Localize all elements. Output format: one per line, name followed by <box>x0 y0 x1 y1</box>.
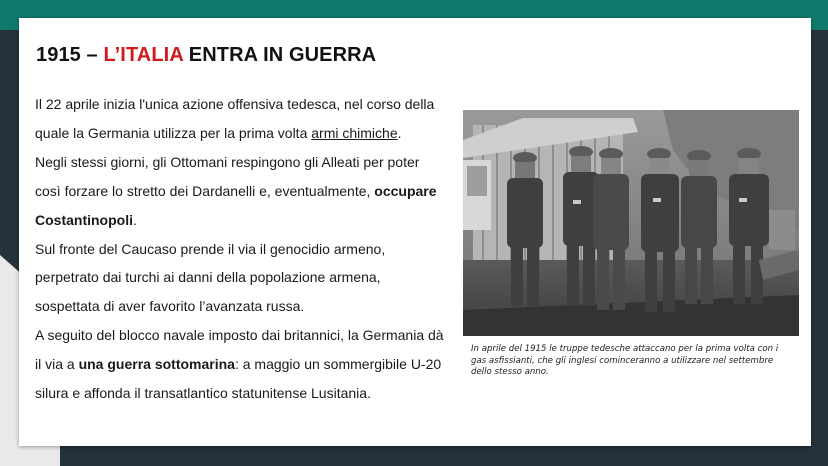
slide-body <box>35 90 445 408</box>
paragraph-text: . <box>397 124 402 141</box>
paragraph-text: A seguito del blocco navale imposto dai britannici, la Germania dà il via a <box>35 327 444 373</box>
photo-caption: In aprile del 1915 le truppe tedesche attaccano per la prima volta con i gas asfissianti, che gli inglesi cominceranno a utilizzare nel settembre dello stesso anno. <box>471 344 779 377</box>
paragraph-armenian-genocide <box>35 235 445 322</box>
paragraph-text: : a maggio un sommergibile U-20 silura e affonda il transatlantico statunitense Lusitania. <box>35 356 442 402</box>
paragraph-ottomans <box>35 148 445 235</box>
paragraph-text: Il 22 aprile inizia l'unica azione offensiva tedesca, nel corso della quale la Germania utilizza per la prima volta <box>35 96 435 141</box>
paragraph-submarine-war <box>35 321 445 408</box>
ww1-gas-mask-soldiers-photo <box>463 110 799 336</box>
slide <box>19 18 811 446</box>
paragraph-chemical-weapons <box>35 90 445 148</box>
slide-title <box>36 44 376 67</box>
title-suffix: ENTRA IN GUERRA <box>183 44 377 66</box>
bold-term: occupare Costantinopoli <box>35 182 437 228</box>
photo-illustration <box>463 110 799 336</box>
paragraph-text: Negli stessi giorni, gli Ottomani respingono gli Alleati per poter così forzare lo stretto dei Dardanelli e, eventualmente, <box>35 153 420 199</box>
title-prefix: 1915 – <box>36 44 104 66</box>
bold-term: una guerra sottomarina <box>78 356 235 373</box>
title-accent: L’ITALIA <box>103 44 184 66</box>
paragraph-text: Sul fronte del Caucaso prende il via il genocidio armeno, perpetrato dai turchi ai danni della popolazione armena, sospettata di aver favorito l’avanzata russa. <box>35 240 386 315</box>
paragraph-text: . <box>133 211 137 228</box>
underlined-term: armi chimiche <box>311 124 398 141</box>
